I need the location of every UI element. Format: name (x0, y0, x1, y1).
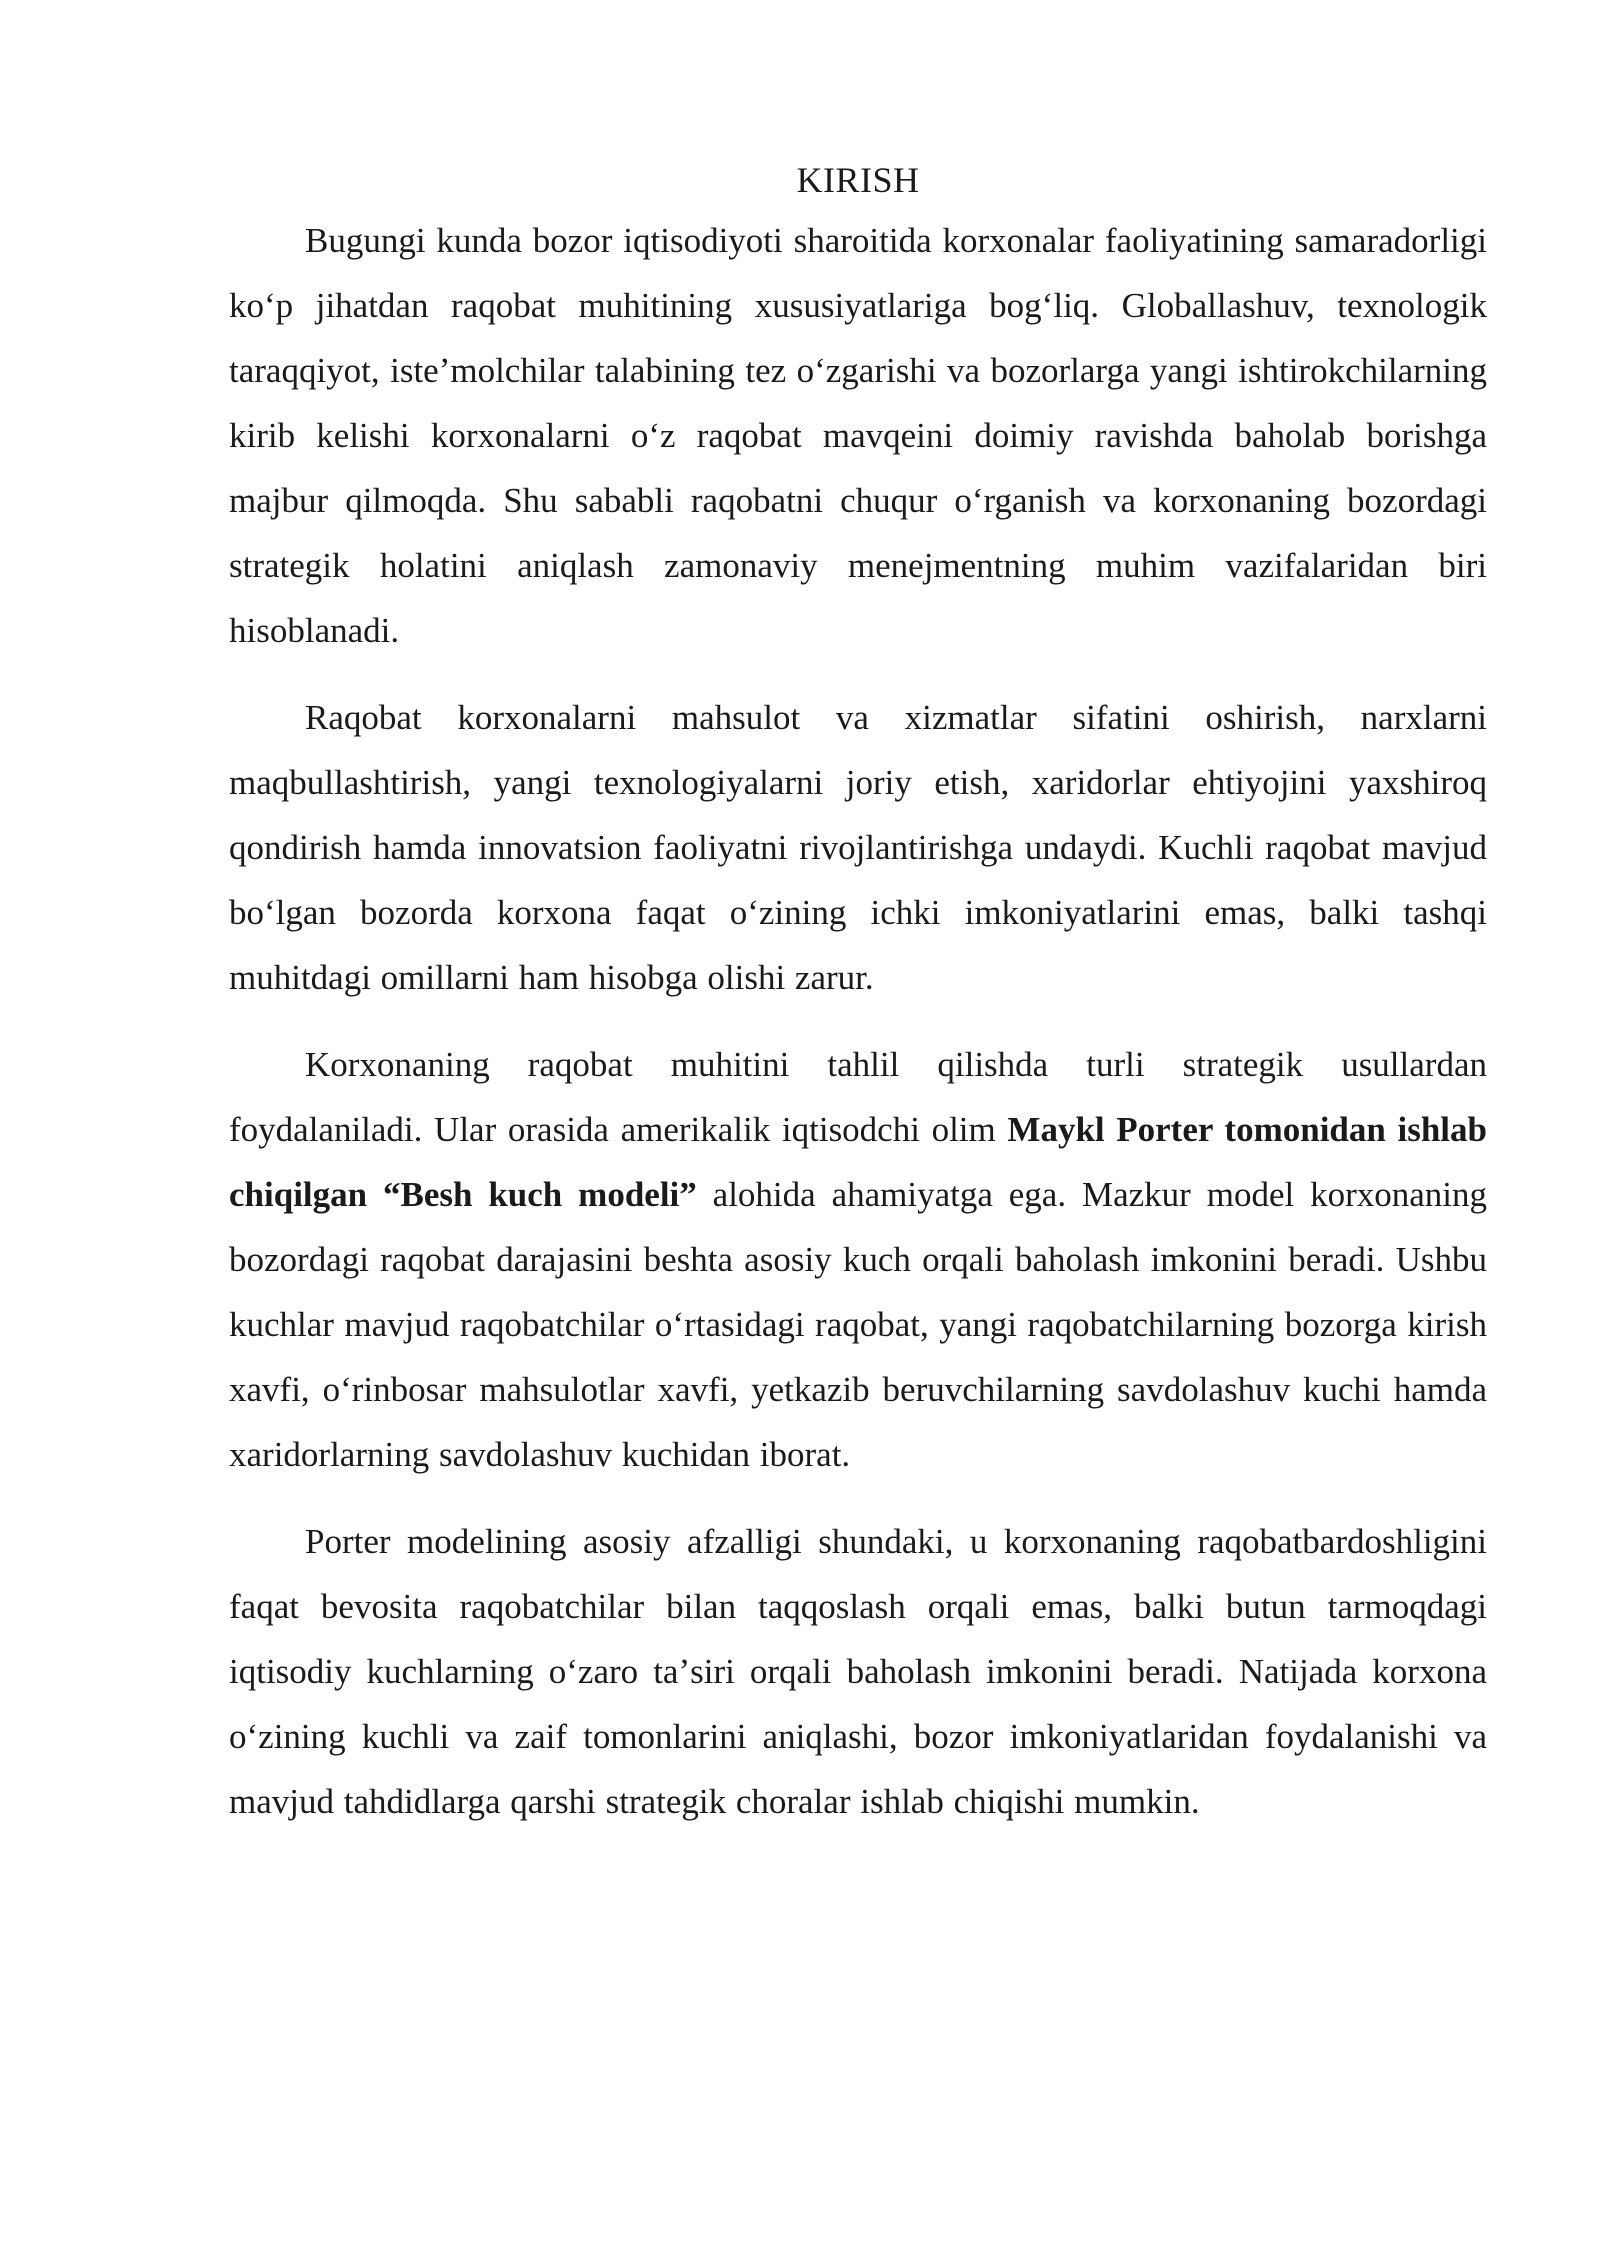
paragraph-porter-model (229, 1032, 1487, 1487)
paragraph-text-before-bold: Korxonaning raqobat muhitini tahlil qilishda turli strategik usullardan foydalaniladi. Ular orasida amerikalik iqtisodchi olim (229, 1045, 1487, 1149)
page-title: KIRISH (796, 160, 920, 200)
document-body (229, 152, 1487, 1856)
paragraph-advantage: Porter modelining asosiy afzalligi shundaki, u korxonaning raqobatbardoshligini faqat bevosita raqobatchilar bilan taqqoslash orqali emas, balki butun tarmoqdagi iqtisodiy kuchlarning oʻzaro taʼsiri orqali baholash imkonini beradi. Natijada korxona oʻzining kuchli va zaif tomonlarini aniqlashi, bozor imkoniyatlaridan foydalanishi va mavjud tahdidlarga qarshi strategik choralar ishlab chiqishi mumkin. (229, 1522, 1487, 1821)
paragraph-competition: Raqobat korxonalarni mahsulot va xizmatlar sifatini oshirish, narxlarni maqbullashtirish, yangi texnologiyalarni joriy etish, xaridorlar ehtiyojini yaxshiroq qondirish hamda innovatsion faoliyatni rivojlantirishga undaydi. Kuchli raqobat mavjud boʻlgan bozorda korxona faqat oʻzining ichki imkoniyatlarini emas, balki tashqi muhitdagi omillarni ham hisobga olishi zarur. (229, 698, 1487, 997)
paragraph-text-after-bold: alohida ahamiyatga ega. Mazkur model korxonaning bozordagi raqobat darajasini beshta asosiy kuch orqali baholash imkonini beradi. Ushbu kuchlar mavjud raqobatchilar oʻrtasidagi raqobat, yangi raqobatchilarning bozorga kirish xavfi, oʻrinbosar mahsulotlar xavfi, yetkazib beruvchilarning savdolashuv kuchi hamda xaridorlarning savdolashuv kuchidan iborat. (229, 1175, 1488, 1474)
paragraph-intro: Bugungi kunda bozor iqtisodiyoti sharoitida korxonalar faoliyatining samaradorligi koʻp jihatdan raqobat muhitining xususiyatlariga bogʻliq. Globallashuv, texnologik taraqqiyot, isteʼmolchilar talabining tez oʻzgarishi va bozorlarga yangi ishtirokchilarning kirib kelishi korxonalarni oʻz raqobat mavqeini doimiy ravishda baholab borishga majbur qilmoqda. Shu sababli raqobatni chuqur oʻrganish va korxonaning bozordagi strategik holatini aniqlash zamonaviy menejmentning muhim vazifalaridan biri hisoblanadi. (229, 221, 1487, 650)
bold-emphasis: Maykl Porter tomonidan ishlab chiqilgan “Besh kuch modeli” (229, 1110, 1487, 1214)
